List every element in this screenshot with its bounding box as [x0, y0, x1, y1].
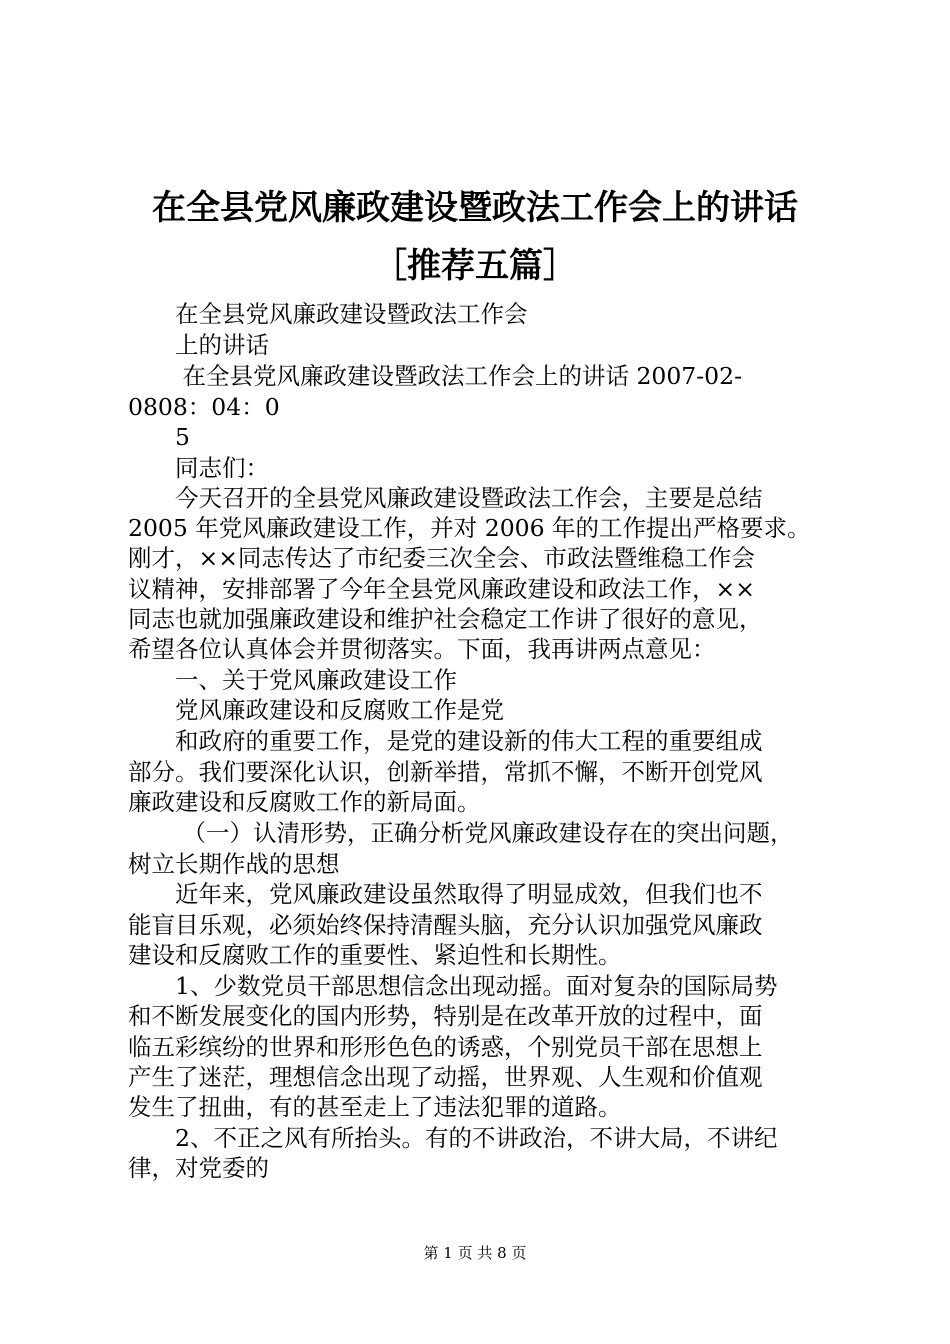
text-line: 党风廉政建设和反腐败工作是党	[128, 696, 504, 724]
text-line: 和不断发展变化的国内形势，特别是在改革开放的过程中，面	[128, 1002, 763, 1030]
text-line: 0808：04：0	[128, 393, 280, 421]
subsection-heading: （一）认清形势，正确分析党风廉政建设存在的突出问题，	[128, 819, 794, 847]
text-line: 和政府的重要工作，是党的建设新的伟大工程的重要组成	[128, 727, 763, 755]
text-line: 廉政建设和反腐败工作的新局面。	[128, 788, 481, 816]
page-number-footer: 第 1 页 共 8 页	[423, 1244, 527, 1262]
text-line: 刚才，××同志传达了市纪委三次全会、市政法暨维稳工作会	[128, 544, 755, 572]
text-line: 5	[128, 423, 190, 451]
text-line: 部分。我们要深化认识，创新举措，常抓不懈，不断开创党风	[128, 758, 763, 786]
text-line: 同志们：	[128, 454, 269, 482]
text-line: 产生了迷茫，理想信念出现了动摇，世界观、人生观和价值观	[128, 1063, 763, 1091]
text-line: 同志也就加强廉政建设和维护社会稳定工作讲了很好的意见，	[128, 605, 763, 633]
text-line: 律，对党委的	[128, 1154, 269, 1182]
document-title-subtitle: ［推荐五篇］	[373, 246, 577, 286]
text-line: 能盲目乐观，必须始终保持清醒头脑，充分认识加强党风廉政	[128, 911, 763, 939]
text-line: 建设和反腐败工作的重要性、紧迫性和长期性。	[128, 941, 622, 969]
text-line: 议精神，安排部署了今年全县党风廉政建设和政法工作，××	[128, 575, 755, 603]
text-line: 临五彩缤纷的世界和形形色色的诱惑，个别党员干部在思想上	[128, 1033, 763, 1061]
text-line: 近年来，党风廉政建设虽然取得了明显成效，但我们也不	[128, 880, 763, 908]
text-line: 上的讲话	[128, 331, 269, 359]
text-line: 希望各位认真体会并贯彻落实。下面，我再讲两点意见：	[128, 635, 716, 663]
text-line: 在全县党风廉政建设暨政法工作会上的讲话 2007-02-	[128, 362, 743, 390]
subsection-heading: 树立长期作战的思想	[128, 850, 340, 878]
text-line: 2、不正之风有所抬头。有的不讲政治，不讲大局，不讲纪	[128, 1124, 778, 1152]
text-line: 今天召开的全县党风廉政建设暨政法工作会，主要是总结	[128, 484, 763, 512]
text-line: 2005 年党风廉政建设工作，并对 2006 年的工作提出严格要求。	[128, 514, 811, 542]
text-line: 在全县党风廉政建设暨政法工作会	[128, 300, 528, 328]
document-title: 在全县党风廉政建设暨政法工作会上的讲话	[152, 188, 798, 228]
text-line: 1、少数党员干部思想信念出现动摇。面对复杂的国际局势	[128, 972, 778, 1000]
text-line: 发生了扭曲，有的甚至走上了违法犯罪的道路。	[128, 1093, 622, 1121]
section-heading: 一、关于党风廉政建设工作	[128, 666, 457, 694]
